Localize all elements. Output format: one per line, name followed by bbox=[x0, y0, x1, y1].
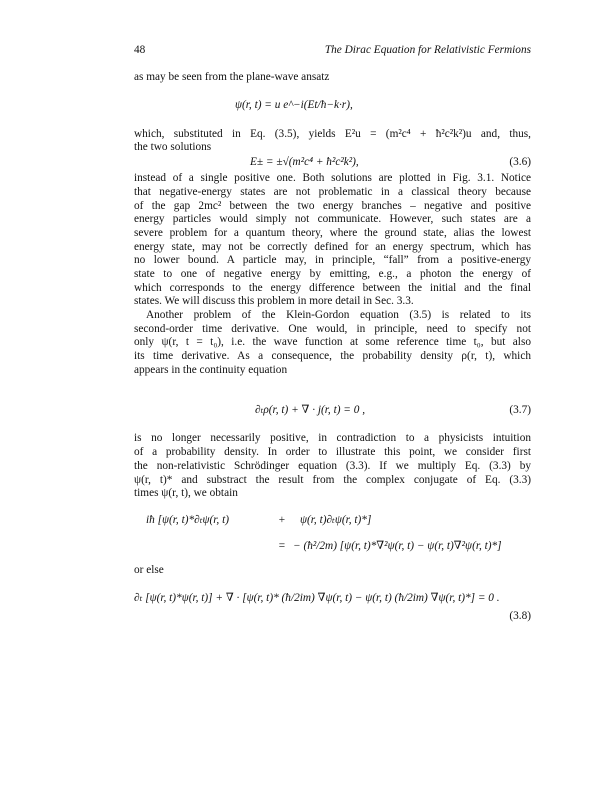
equation-3-7: ∂ₜρ(r, t) + ∇ · j(r, t) = 0 , bbox=[255, 404, 366, 416]
text-line: of the gap 2mc² between the two energy branches – negative and positive bbox=[134, 200, 531, 212]
running-title: The Dirac Equation for Relativistic Fermions bbox=[324, 44, 531, 56]
text-line: state to one of negative energy by emitting, e.g., a photon the energy of bbox=[134, 268, 531, 280]
text-line: Another problem of the Klein-Gordon equation (3.5) is related to its bbox=[146, 309, 531, 321]
text-line: the two solutions bbox=[134, 141, 212, 153]
equation-plus: + bbox=[278, 514, 286, 526]
equation-3-8: ∂ₜ [ψ(r, t)*ψ(r, t)] + ∇ · [ψ(r, t)* (ħ/2im) ∇ψ(r, t) − ψ(r, t) (ħ/2im) ∇ψ(r, t)*] = 0 . bbox=[134, 592, 500, 604]
equation-ansatz: ψ(r, t) = u e^−i(Et/ħ−k·r), bbox=[235, 99, 353, 111]
equation-schrodinger-lhs: iħ [ψ(r, t)*∂ₜψ(r, t) bbox=[146, 514, 229, 526]
text-line: ψ(r, t)* and substract the result from the complex conjugate of Eq. (3.3) bbox=[134, 474, 531, 486]
text-line: as may be seen from the plane-wave ansatz bbox=[134, 71, 330, 83]
equation-3-6: E± = ±√(m²c⁴ + ħ²c²k²), bbox=[250, 156, 359, 168]
equation-equals: = bbox=[278, 540, 286, 552]
text-line: or else bbox=[134, 564, 164, 576]
text-line: which corresponds to the energy difference between the initial and the final bbox=[134, 282, 531, 294]
page-number: 48 bbox=[134, 44, 146, 56]
text-line: the non-relativistic Schrödinger equation (3.3). If we multiply Eq. (3.3) by bbox=[134, 460, 531, 472]
equation-schrodinger-rhs1: ψ(r, t)∂ₜψ(r, t)*] bbox=[300, 514, 372, 526]
equation-number: (3.6) bbox=[509, 156, 531, 168]
text-line: second-order time derivative. One would, in principle, need to specify not bbox=[134, 323, 531, 335]
text-line: which, substituted in Eq. (3.5), yields E²u = (m²c⁴ + ħ²c²k²)u and, thus, bbox=[134, 128, 531, 140]
text-line: is no longer necessarily positive, in contradiction to a physicists intuition bbox=[134, 432, 531, 444]
text-line: times ψ(r, t), we obtain bbox=[134, 487, 238, 499]
equation-schrodinger-rhs2: − (ħ²/2m) [ψ(r, t)*∇²ψ(r, t) − ψ(r, t)∇²ψ(r, t)*] bbox=[293, 540, 502, 552]
text-line: its time derivative. As a consequence, the probability density ρ(r, t), which bbox=[134, 350, 531, 362]
text-line: no lower bound. A particle may, in principle, “fall” from a positive-energy bbox=[134, 254, 531, 266]
text-line: of a probability density. In order to illustrate this point, we consider first bbox=[134, 446, 531, 458]
text-line: energy particles would simply not communicate. However, such states are a bbox=[134, 213, 531, 225]
text-line: appears in the continuity equation bbox=[134, 364, 288, 376]
text-line: severe problem for a quantum theory, where the ground state, alias the lowest bbox=[134, 227, 531, 239]
equation-number: (3.8) bbox=[509, 610, 531, 622]
text-line: energy state, may not be correctly defined for an energy spectrum, which has bbox=[134, 241, 531, 253]
equation-number: (3.7) bbox=[509, 404, 531, 416]
text-line: states. We will discuss this problem in more detail in Sec. 3.3. bbox=[134, 295, 414, 307]
text-line: instead of a single positive one. Both solutions are plotted in Fig. 3.1. Notice bbox=[134, 172, 531, 184]
text-line: only ψ(r, t = t₀), i.e. the wave function at some reference time t₀, but also bbox=[134, 336, 531, 348]
text-line: that negative-energy states are not problematic in a classical theory because bbox=[134, 186, 531, 198]
